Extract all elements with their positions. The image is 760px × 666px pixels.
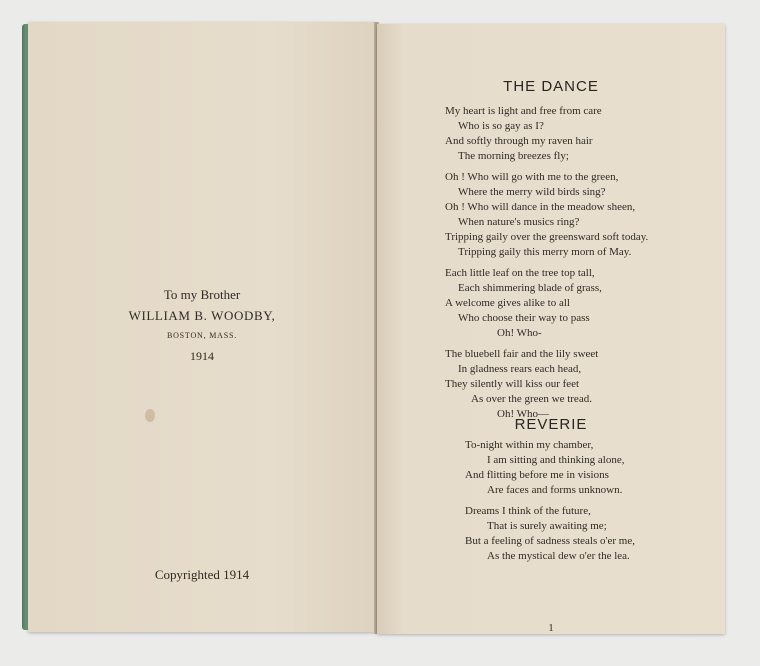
poem-line: As the mystical dew o'er the lea. [487, 550, 630, 562]
poem-title-dance: THE DANCE [503, 78, 599, 95]
dedication-city: BOSTON, MASS. [166, 331, 238, 340]
dedication [28, 288, 376, 362]
poem-line: Are faces and forms unknown. [487, 484, 623, 496]
poem-line: Tripping gaily this merry morn of May. [458, 246, 632, 258]
poem-dance [377, 104, 725, 428]
poem-line: As over the green we tread. [471, 393, 592, 405]
stanza [377, 266, 725, 341]
stanza [377, 347, 725, 422]
poem-line: Oh ! Who will dance in the meadow sheen, [445, 201, 636, 213]
poem-line: Where the merry wild birds sing? [458, 186, 606, 198]
poem-line: The morning breezes fly; [458, 150, 569, 162]
paper-stain [145, 409, 155, 422]
dedication-to: To my Brother [163, 287, 241, 302]
poem-line: Who is so gay as I? [458, 120, 544, 132]
poem-line: Each shimmering blade of grass, [458, 282, 602, 294]
poem-line: To-night within my chamber, [465, 439, 594, 451]
poem-line: And flitting before me in visions [465, 469, 609, 481]
poem-title-reverie: REVERIE [514, 416, 588, 433]
poem-line: That is surely awaiting me; [487, 520, 607, 532]
dedication-name: WILLIAM B. WOODBY, [128, 308, 276, 323]
poem-line: Dreams I think of the future, [465, 505, 591, 517]
poem-line: Oh ! Who will go with me to the green, [445, 171, 619, 183]
poem-line: The bluebell fair and the lily sweet [445, 348, 599, 360]
left-page [28, 22, 376, 632]
poem-line: Tripping gaily over the greensward soft today. [445, 231, 649, 243]
stanza [377, 170, 725, 260]
poem-line: My heart is light and free from care [445, 105, 602, 117]
stanza [377, 438, 725, 498]
poem-line: Oh! Who- [497, 327, 542, 339]
poem-line: And softly through my raven hair [445, 135, 593, 147]
poem-line: When nature's musics ring? [458, 216, 580, 228]
poem-line: Each little leaf on the tree top tall, [445, 267, 595, 279]
poem-reverie [377, 438, 725, 570]
stanza [377, 104, 725, 164]
poem-line: A welcome gives alike to all [445, 297, 570, 309]
poem-line: Who choose their way to pass [458, 312, 590, 324]
poem-line: They silently will kiss our feet [445, 378, 580, 390]
dedication-year: 1914 [190, 349, 214, 363]
poem-line: I am sitting and thinking alone, [487, 454, 625, 466]
copyright-notice: Copyrighted 1914 [154, 567, 250, 582]
poem-line: Oh! Who— [497, 408, 550, 420]
right-page [377, 24, 725, 634]
poem-line: But a feeling of sadness steals o'er me, [465, 535, 635, 547]
page-number: 1 [548, 622, 554, 634]
stanza [377, 504, 725, 564]
poem-line: In gladness rears each head, [458, 363, 582, 375]
